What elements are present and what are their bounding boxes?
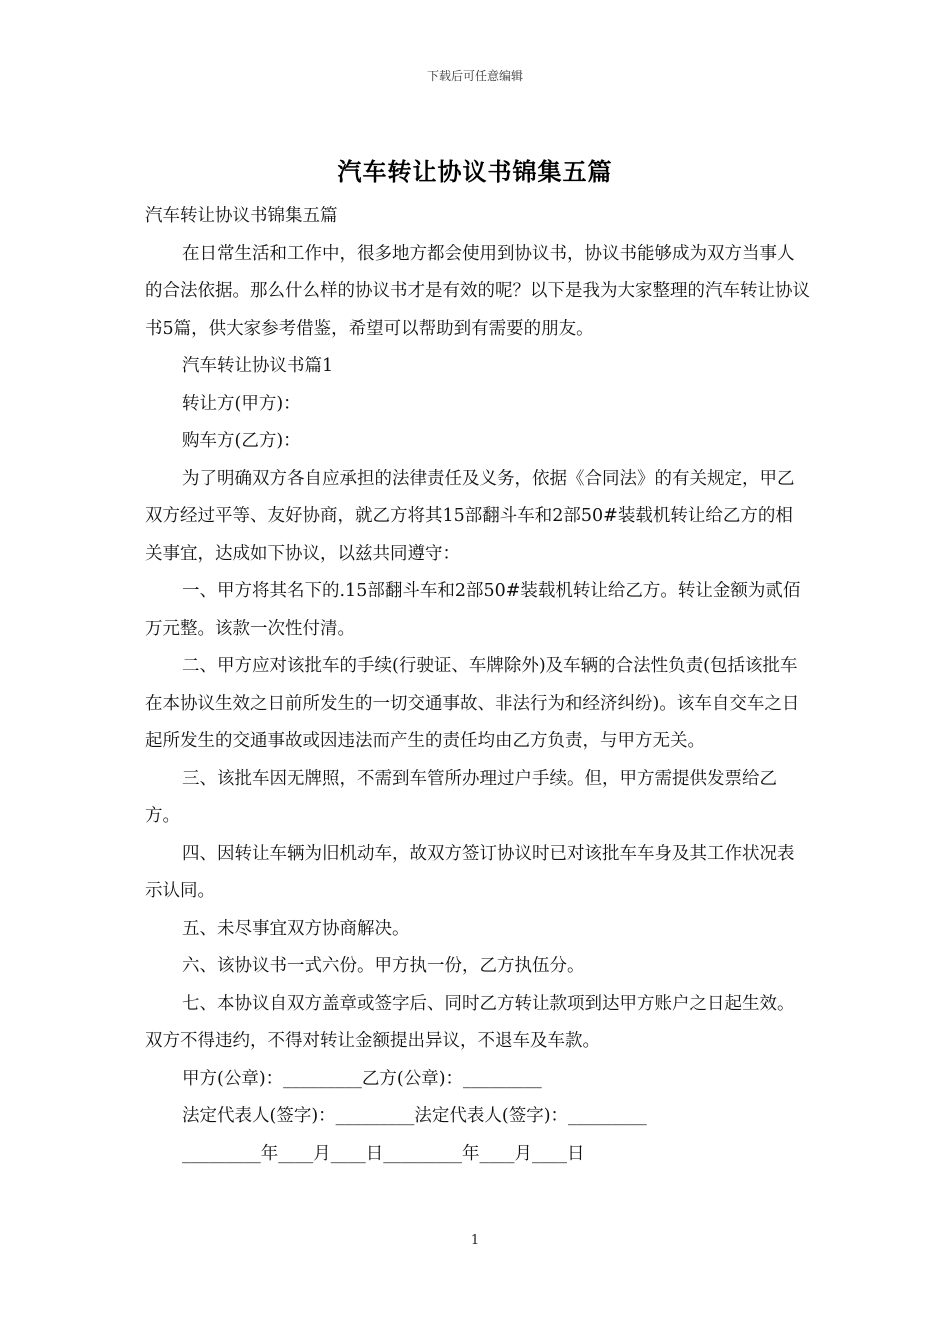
clause-7: 七、本协议自双方盖章或签字后、同时乙方转让款项到达甲方账户之日起生效。双方不得违约，不得对转让金额提出异议，不退车及车款。 — [145, 993, 795, 1051]
preamble-paragraph: 为了明确双方各自应承担的法律责任及义务，依据《合同法》的有关规定，甲乙双方经过平等、友好协商，就乙方将其15部翻斗车和2部50#装载机转让给乙方的相关事宜，达成如下协议，以兹共同遵守： — [145, 468, 795, 564]
section-heading: 汽车转让协议书篇1 — [182, 356, 334, 376]
signature-representative-line: 法定代表人(签字)：_________法定代表人(签字)：_________ — [182, 1106, 647, 1126]
document-subtitle: 汽车转让协议书锦集五篇 — [145, 206, 338, 226]
page-number: 1 — [470, 1233, 480, 1248]
document-title: 汽车转让协议书锦集五篇 — [337, 157, 613, 186]
party-b-line: 购车方(乙方)： — [182, 431, 301, 451]
clause-6: 六、该协议书一式六份。甲方执一份，乙方执伍分。 — [182, 956, 585, 976]
signature-seal-line: 甲方(公章)：_________乙方(公章)：_________ — [182, 1068, 542, 1089]
clause-3: 三、该批车因无牌照，不需到车管所办理过户手续。但，甲方需提供发票给乙方。 — [145, 768, 777, 826]
signature-date-line: _________年____月____日_________年____月____日 — [182, 1143, 585, 1164]
clause-1: 一、甲方将其名下的.15部翻斗车和2部50#装载机转让给乙方。转让金额为贰佰万元整。该款一次性付清。 — [145, 581, 801, 639]
intro-paragraph: 在日常生活和工作中，很多地方都会使用到协议书，协议书能够成为双方当事人的合法依据。那么什么样的协议书才是有效的呢？以下是我为大家整理的汽车转让协议书5篇，供大家参考借鉴，希望可以帮助到有需要的朋友。 — [145, 243, 810, 339]
clause-5: 五、未尽事宜双方协商解决。 — [182, 918, 410, 939]
clause-2: 二、甲方应对该批车的手续(行驶证、车牌除外)及车辆的合法性负责(包括该批车在本协议生效之日前所发生的一切交通事故、非法行为和经济纠纷)。该车自交车之日起所发生的交通事故或因违法而产生的责任均由乙方负责，与甲方无关。 — [145, 656, 800, 751]
page-header-note: 下载后可任意编辑 — [426, 69, 523, 83]
party-a-line: 转让方(甲方)： — [182, 393, 301, 414]
document-body — [145, 198, 810, 1173]
clause-4: 四、因转让车辆为旧机动车，故双方签订协议时已对该批车车身及其工作状况表示认同。 — [145, 843, 795, 901]
